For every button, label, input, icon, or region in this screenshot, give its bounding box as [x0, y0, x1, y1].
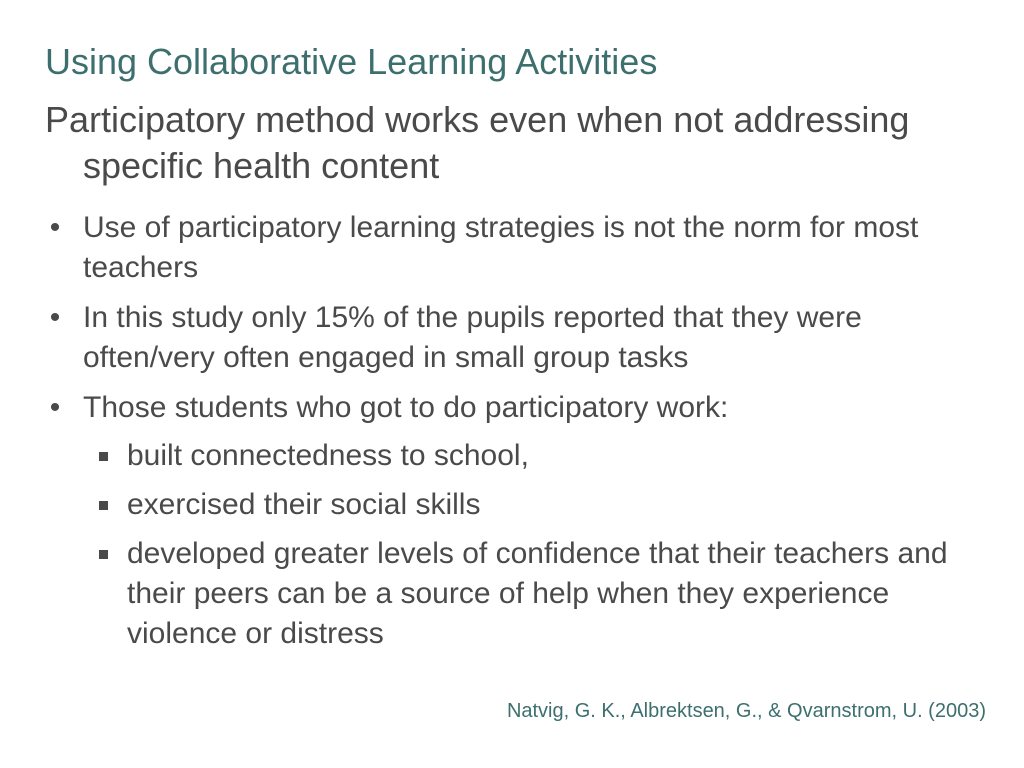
bullet-dot-icon: • — [49, 391, 61, 424]
bullet-text: Use of participatory learning strategies is not the norm for most teachers — [83, 211, 919, 284]
square-bullet-icon — [99, 550, 108, 559]
bullet-item — [45, 298, 995, 378]
sub-bullet-item — [83, 485, 995, 525]
sub-bullet-text: built connectedness to school, — [127, 439, 529, 472]
square-bullet-icon — [99, 501, 108, 510]
slide-subtitle: Participatory method works even when not addressing specific health content — [45, 99, 910, 186]
sub-bullet-text: exercised their social skills — [127, 488, 481, 521]
bullet-dot-icon: • — [49, 301, 61, 334]
square-bullet-icon — [99, 452, 108, 461]
bullet-list — [45, 208, 995, 664]
citation: Natvig, G. K., Albrektsen, G., & Qvarnstrom, U. (2003) — [506, 700, 986, 722]
sub-bullet-item — [83, 534, 995, 654]
bullet-dot-icon: • — [49, 211, 61, 244]
sub-bullet-text: developed greater levels of confidence that their teachers and their peers can be a source of help when they experience violence or distress — [127, 537, 948, 650]
bullet-item — [45, 388, 995, 654]
bullet-item — [45, 208, 995, 288]
slide-title: Using Collaborative Learning Activities — [45, 41, 658, 82]
bullet-text: In this study only 15% of the pupils reported that they were often/very often engaged in small group tasks — [83, 301, 862, 374]
sub-bullet-item — [83, 436, 995, 476]
sub-bullet-list — [83, 436, 995, 654]
bullet-text: Those students who got to do participatory work: — [83, 391, 729, 424]
